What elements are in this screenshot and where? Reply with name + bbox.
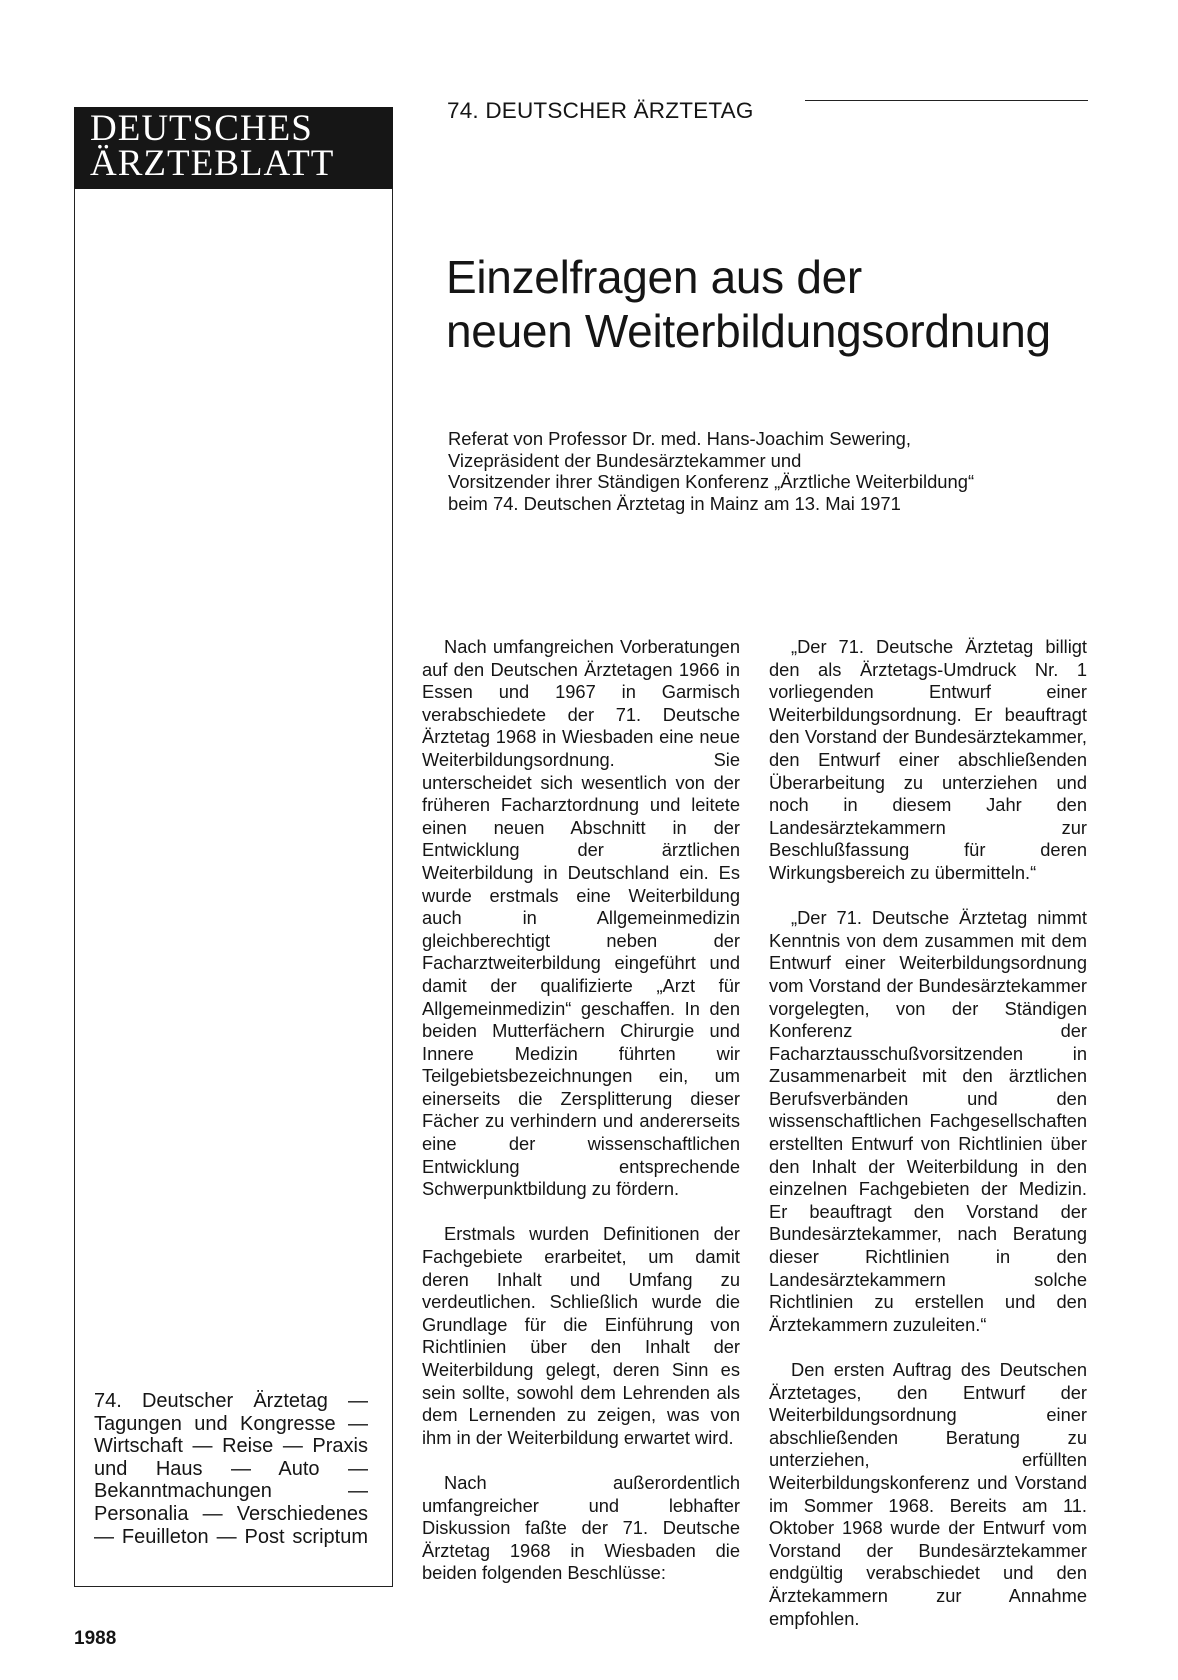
body-column-2: [769, 636, 1087, 1630]
paragraph: Den ersten Auftrag des Deutschen Ärztetages, den Entwurf der Weiterbildungsordnung einer abschließenden Beratung zu unterziehen, erfüllten Weiterbildungskonferenz und Vorstand im Sommer 1968. Bereits am 11. Oktober 1968 wurde der Entwurf vom Vorstand der Bundesärztekammer endgültig verabschiedet und den Ärztekammern zur Annahme empfohlen.: [769, 1359, 1087, 1629]
paragraph: Nach außerordentlich umfangreicher und lebhafter Diskussion faßte der 71. Deutsche Ärztetag 1968 in Wiesbaden die beiden folgenden Beschlüsse:: [422, 1471, 740, 1584]
body-column-1: [422, 636, 740, 1585]
sidebar-section-list: 74. Deutscher Ärztetag — Tagungen und Kongresse — Wirtschaft — Reise — Praxis und Haus — Auto — Bekanntmachungen — Personalia — Verschiedenes — Feuilleton — Post scriptum: [94, 1390, 368, 1548]
title-line-2: neuen Weiterbildungsordnung: [446, 305, 1051, 357]
paragraph: „Der 71. Deutsche Ärztetag billigt den als Ärztetags-Umdruck Nr. 1 vorliegenden Entwurf einer Weiterbildungsordnung. Er beauftragt den Vorstand der Bundesärztekammer, den Entwurf einer abschließenden Überarbeitung zu unterziehen und noch in diesem Jahr den Landesärztekammern zur Beschlußfassung für deren Wirkungsbereich zu übermitteln.“: [769, 636, 1087, 883]
masthead-line-2: ÄRZTEBLATT: [90, 143, 335, 184]
masthead-logo: [74, 107, 393, 189]
header-rule: [805, 100, 1088, 101]
subtitle-line: Referat von Professor Dr. med. Hans-Joachim Sewering,: [448, 428, 912, 449]
paragraph: Erstmals wurden Definitionen der Fachgebiete erarbeitet, um damit deren Inhalt und Umfang zu verdeutlichen. Schließlich wurde die Grundlage für die Einführung von Richtlinien über den Inhalt der Weiterbildung gelegt, deren Sinn es sein sollte, sowohl dem Lehrenden als dem Lernenden zu zeigen, was von ihm in der Weiterbildung erwartet wird.: [422, 1223, 740, 1448]
section-header: 74. DEUTSCHER ÄRZTETAG: [447, 98, 754, 123]
paragraph: „Der 71. Deutsche Ärztetag nimmt Kenntnis von dem zusammen mit dem Entwurf einer Weiterbildungsordnung vom Vorstand der Bundesärztekammer vorgelegten, von der Ständigen Konferenz der Facharztausschußvorsitzenden in Zusammenarbeit mit den ärztlichen Berufsverbänden und den wissenschaftlichen Fachgesellschaften erstellten Entwurf von Richtlinien über den Inhalt der Weiterbildung in den einzelnen Fachgebieten der Medizin. Er beauftragt den Vorstand der Bundesärztekammer, nach Beratung dieser Richtlinien in den Landesärztekammern solche Richtlinien zu erstellen und den Ärztekammern zuzuleiten.“: [769, 907, 1087, 1335]
subtitle-line: Vorsitzender ihrer Ständigen Konferenz „Ärztliche Weiterbildung“: [448, 471, 975, 492]
subtitle-line: beim 74. Deutschen Ärztetag in Mainz am 13. Mai 1971: [448, 492, 901, 514]
paragraph: Nach umfangreichen Vorberatungen auf den Deutschen Ärztetagen 1966 in Essen und 1967 in Garmisch verabschiedete der 71. Deutsche Ärztetag 1968 in Wiesbaden eine neue Weiterbildungsordnung. Sie unterscheidet sich wesentlich von der früheren Facharztordnung und leitete einen neuen Abschnitt in der Entwicklung der ärztlichen Weiterbildung in Deutschland ein. Es wurde erstmals eine Weiterbildung auch in Allgemeinmedizin gleichberechtigt neben der Facharztweiterbildung eingeführt und damit der qualifizierte „Arzt für Allgemeinmedizin“ geschaffen. In den beiden Mutterfächern Chirurgie und Innere Medizin führten wir Teilgebietsbezeichnungen ein, um einerseits die Zersplitterung dieser Fächer zu verhindern und andererseits eine der wissenschaftlichen Entwicklung entsprechende Schwerpunktbildung zu fördern.: [422, 636, 740, 1200]
page-number: 1988: [74, 1628, 117, 1649]
subtitle-line: Vizepräsident der Bundesärztekammer und: [448, 449, 802, 471]
masthead-line-1: DEUTSCHES: [90, 108, 313, 149]
title-line-1: Einzelfragen aus der: [446, 251, 862, 303]
sidebar-frame: [74, 107, 393, 1587]
article-title: [446, 250, 1051, 358]
article-subtitle: [448, 428, 974, 514]
